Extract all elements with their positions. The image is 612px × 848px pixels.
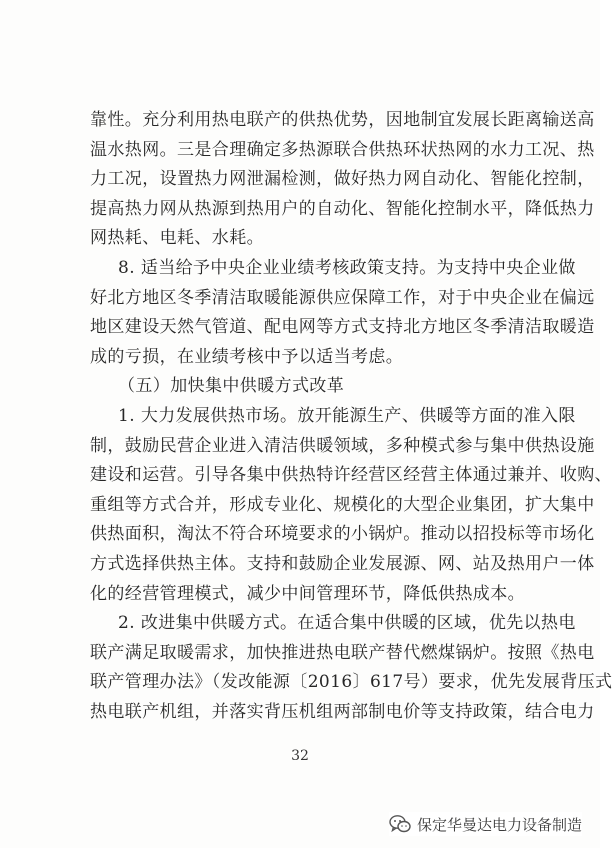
- text-line: 化的经营管理模式，减少中间管理环节，降低供热成本。: [90, 583, 525, 604]
- text-line: 网热耗、电耗、水耗。: [90, 228, 264, 249]
- text-line: 靠性。充分利用热电联产的供热优势，因地制宜发展长距离输送高: [90, 110, 595, 130]
- section-heading: （五）加快集中供暖方式改革: [118, 376, 345, 397]
- text-line: 地区建设天然气管道、配电网等方式支持北方地区冬季清洁取暖造: [90, 317, 595, 338]
- paragraph-item-2-first-line: 2. 改进集中供暖方式。在适合集中供暖的区域，优先以热电: [118, 613, 576, 634]
- text-line: 供热面积，淘汰不符合环境要求的小锅炉。推动以招投标等市场化: [90, 524, 595, 545]
- watermark-text: 保定华曼达电力设备制造: [416, 815, 582, 834]
- text-line: 热电联产机组，并落实背压机组两部制电价等支持政策，结合电力: [90, 702, 595, 722]
- text-line: 力工况，设置热力网泄漏检测，做好热力网自动化、智能化控制，: [90, 169, 595, 190]
- wechat-icon: [389, 814, 411, 834]
- paragraph-item-1-first-line: 1. 大力发展供热市场。放开能源生产、供暖等方面的准入限: [118, 406, 576, 426]
- text-line: 方式选择供热主体。支持和鼓励企业发展源、网、站及热用户一体: [90, 554, 595, 574]
- text-line: 成的亏损，在业绩考核中予以适当考虑。: [90, 346, 404, 367]
- text-line: 好北方地区冬季清洁取暖能源供应保障工作，对于中央企业在偏远: [90, 287, 595, 308]
- text-line: 联产满足取暖需求，加快推进热电联产替代燃煤锅炉。按照《热电: [90, 642, 595, 663]
- text-line: 制，鼓励民营企业进入清洁供暖领域，多种模式参与集中供热设施: [90, 435, 595, 456]
- text-line: 重组等方式合并，形成专业化、规模化的大型企业集团，扩大集中: [90, 494, 595, 515]
- text-line: 建设和运营。引导各集中供热特许经营区经营主体通过兼并、收购、: [90, 465, 612, 486]
- text-line: 提高热力网从热源到热用户的自动化、智能化控制水平，降低热力: [90, 198, 595, 219]
- paragraph-item-8-first-line: 8. 适当给予中央企业业绩考核政策支持。为支持中央企业做: [118, 258, 576, 278]
- watermark: [389, 812, 582, 836]
- page-number: 32: [291, 748, 309, 764]
- text-line: 温水热网。三是合理确定多热源联合供热环状热网的水力工况、热: [90, 139, 595, 160]
- text-line: 联产管理办法》（发改能源〔2016〕617号）要求，优先发展背压式: [90, 672, 612, 693]
